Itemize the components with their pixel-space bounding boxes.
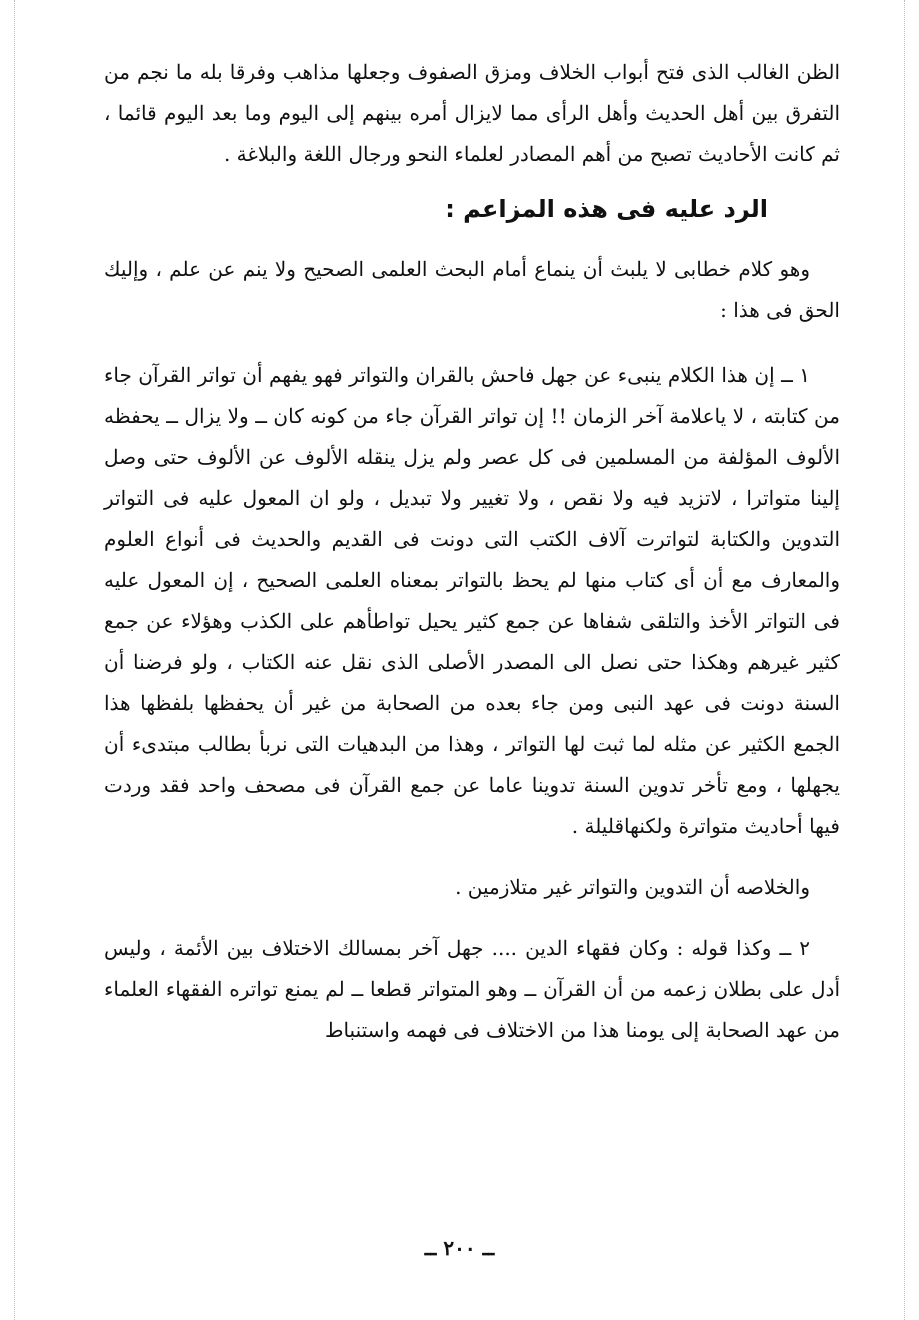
paragraph-continued: الظن الغالب الذى فتح أبواب الخلاف ومزق الصفوف وجعلها مذاهب وفرقا بله ما نجم من التفرق بين أهل الحديث وأهل الرأى مما لايزال أمره بينهم إلى اليوم وما بعد اليوم قائما ، ثم كانت الأحاديث تصبح من أهم المصادر لعلماء النحو ورجال اللغة والبلاغة . [104,60,840,166]
paragraph-point-1: ١ ــ إن هذا الكلام ينبىء عن جهل فاحش بالقران والتواتر فهو يفهم أن تواتر القرآن جاء من كتابته ، لا ياعلامة آخر الزمان !! إن تواتر القرآن جاء من كونه كان ــ ولا يزال ــ يحفظه الألوف المؤلفة من المسلمين فى كل عصر ولم يزل ينقله الألوف عن الألوف حتى وصل إلينا متواترا ، لاتزيد فيه ولا نقص ، ولا تغيير ولا تبديل ، ولو ان المعول عليه فى التواتر التدوين والكتابة لتواترت آلاف الكتب التى دونت فى القديم والحديث فى أنواع العلوم والمعارف مع أن أى كتاب منها لم يحظ بالتواتر بمعناه العلمى الصحيح ، إن المعول عليه فى التواتر الأخذ والتلقى شفاها عن جمع كثير يحيل تواطأهم على الكذب وهؤلاء عن جمع كثير غيرهم وهكذا حتى نصل الى المصدر الأصلى الذى نقل عنه الكتاب ، ولو فرضنا أن السنة دونت فى عهد النبى ومن جاء بعده من الصحابة من غير أن يحفظها بلفظها هذا الجمع الكثير عن مثله لما ثبت لها التواتر ، وهذا من البدهيات التى نربأ بطالب مبتدىء أن يجهلها ، ومع تأخر تدوين السنة تدوينا عاما عن جمع القرآن فى مصحف واحد فقد وردت فيها أحاديث متواترة ولكنهاقليلة . [104,363,840,838]
paragraph-intro: وهو كلام خطابى لا يلبث أن ينماع أمام البحث العلمى الصحيح ولا ينم عن علم ، وإليك الحق فى هذا : [104,257,840,322]
page-body [104,52,840,1051]
section-heading: الرد عليه فى هذه المزاعم : [445,195,768,223]
scan-edge-left [14,0,15,1320]
page-number: ــ ٢٠٠ ــ [424,1236,495,1260]
paragraph-point-2: ٢ ــ وكذا قوله : وكان فقهاء الدين .... جهل آخر بمسالك الاختلاف بين الأئمة ، وليس أدل على بطلان زعمه من أن القرآن ــ وهو المتواتر قطعا ــ لم يمنع تواتره الفقهاء العلماء من عهد الصحابة إلى يومنا هذا من الاختلاف فى فهمه واستنباط [104,936,840,1042]
scan-edge-right [904,0,905,1320]
paragraph-summary: والخلاصه أن التدوين والتواتر غير متلازمين . [455,875,810,899]
